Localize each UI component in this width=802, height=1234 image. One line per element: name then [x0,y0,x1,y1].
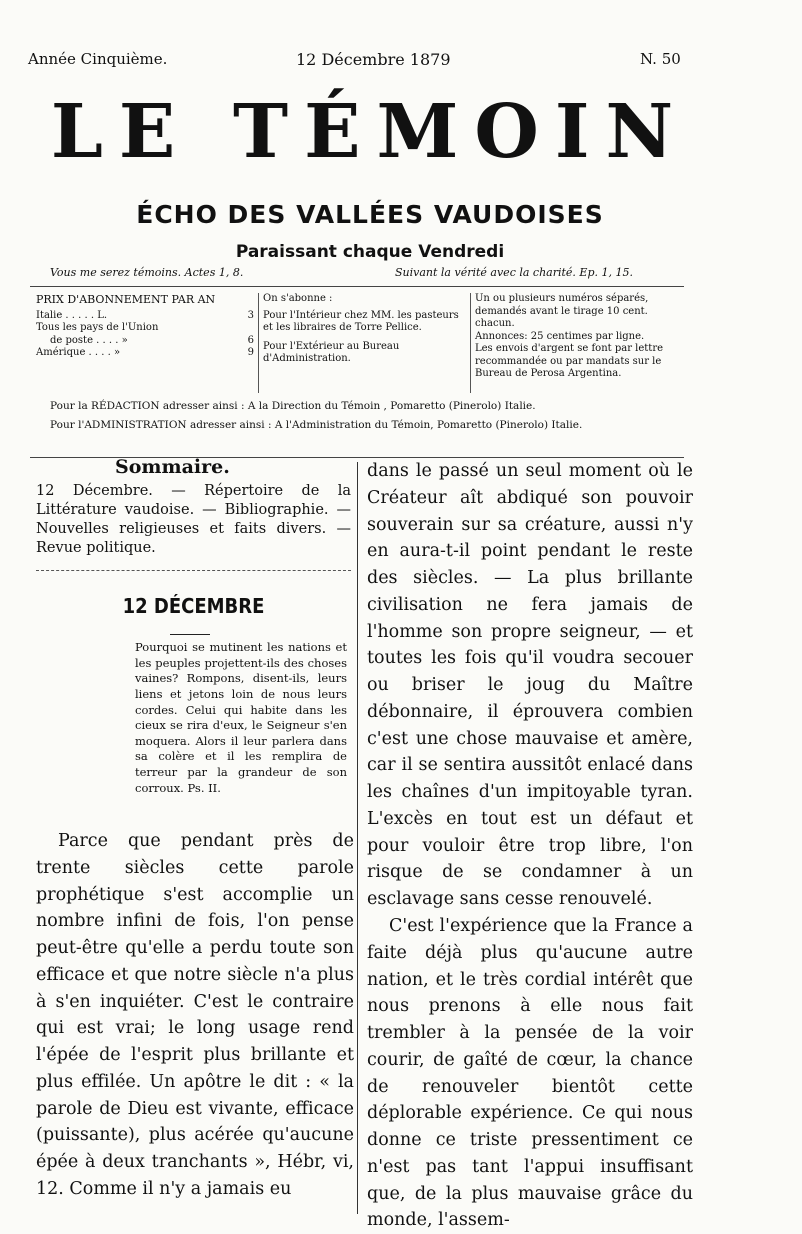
price-header: PRIX D'ABONNEMENT PAR AN [36,293,216,306]
heading-rule [170,634,210,635]
subscribe-header: On s'abonne : [263,293,333,304]
newspaper-title: LE TÉMOIN [50,89,690,175]
subscribe-column [258,293,463,393]
masthead-number: N. 50 [640,50,681,68]
article-body-left [36,828,354,1203]
motto-left: Vous me serez témoins. Actes 1, 8. [50,266,244,279]
masthead-year: Année Cinquième. [28,50,168,68]
sommaire-separator [36,570,351,571]
subscribe-interior: Pour l'Intérieur chez MM. les pasteurs et les libraires de Torre Pellice. [263,309,459,333]
article-epigraph: Pourquoi se mutinent les nations et les peuples projettent-ils des choses vaines? Rompons, disent-ils, leurs liens et jetons loin de nous leurs cordes. Celui qui habite dans les cieux se rira d'eux, le Seigneur s'en moquera. Alors il leur parlera dans sa colère et il les remplira de terreur par la grandeur de son corroux. Ps. II. [135,640,347,795]
motto-right: Suivant la vérité avec la charité. Ep. 1, 15. [395,266,633,279]
notes-issues: Un ou plusieurs numéros séparés, demandés avant le tirage 10 cent. chacun. [475,293,649,329]
sommaire-heading: Sommaire. [115,456,230,478]
paragraph: dans le passé un seul moment où le Créateur aît abdiqué son pouvoir souverain sur sa créature, aussi n'y en aura-t-il point pendant le reste des siècles. — La plus brillante civilisation ne fera jamais de l'homme son propre seigneur, — et toutes les fois qu'il voudra secouer ou briser le joug du Maître débonnaire, il éprouvera combien c'est une chose mauvaise et amère, car il se sentira aussitôt enlacé dans les chaînes d'un impitoyable tyran. L'excès en tout est un défaut et pour vouloir être trop libre, l'on risque de se condamner à un esclavage sans cesse renouvelé. [367,461,693,910]
notes-payment: Les envois d'argent se font par lettre recommandée ou par mandats sur le Bureau de Perosa Argentina. [475,343,664,379]
publication-frequency: Paraissant chaque Vendredi [235,242,505,262]
notes-column [470,293,685,393]
notes-ads: Annonces: 25 centimes par ligne. [475,330,645,342]
subscribe-exterior: Pour l'Extérieur au Bureau d'Administration. [263,340,400,364]
price-row: Tous les pays de l'Union [36,322,159,334]
price-row: Amérique . . . . » 9 [36,347,254,359]
subscription-box [30,286,684,458]
administration-address: Pour l'ADMINISTRATION adresser ainsi : A l'Administration du Témoin, Pomaretto (Pinerolo) Italie. [50,419,583,431]
paragraph: C'est l'expérience que la France a faite déjà plus qu'aucune autre nation, et le très cordial intérêt que nous prenons à elle nous fait trembler à la pensée de la voir courir, de gaîté de cœur, la chance de renouveler bientôt cette déplorable expérience. Ce qui nous donne ce triste pressentiment ce n'est pas tant l'appui insuffisant que, de la plus mauvaise grâce du monde, l'assem- [367,916,693,1231]
paragraph: Parce que pendant près de trente siècles cette parole prophétique s'est accomplie un nombre infini de fois, l'on pense peut-être qu'elle a perdu toute son efficace et que notre siècle n'a plus à s'en inquiéter. C'est le contraire qui est vrai; le long usage rend l'épée de l'esprit plus brillante et plus effilée. Un apôtre le dit : « la parole de Dieu est vivante, efficace (puissante), plus acérée qu'aucune épée à deux tranchants », Hébr, vi, 12. Comme il n'y a jamais eu [36,831,354,1199]
masthead-date: 12 Décembre 1879 [296,50,451,69]
newspaper-subtitle: ÉCHO DES VALLÉES VAUDOISES [136,200,604,229]
column-divider [357,462,358,1214]
article-body-right [367,458,693,1234]
article-heading: 12 DÉCEMBRE [122,594,265,618]
price-row: de poste . . . . » 6 [50,334,254,346]
price-row: Italie . . . . . L. 3 [36,309,254,321]
price-column [36,293,254,360]
redaction-address: Pour la RÉDACTION adresser ainsi : A la Direction du Témoin , Pomaretto (Pinerolo) Italie. [50,400,536,412]
sommaire-text: 12 Décembre. — Répertoire de la Littérature vaudoise. — Bibliographie. — Nouvelles religieuses et faits divers. — Revue politique. [36,483,351,557]
